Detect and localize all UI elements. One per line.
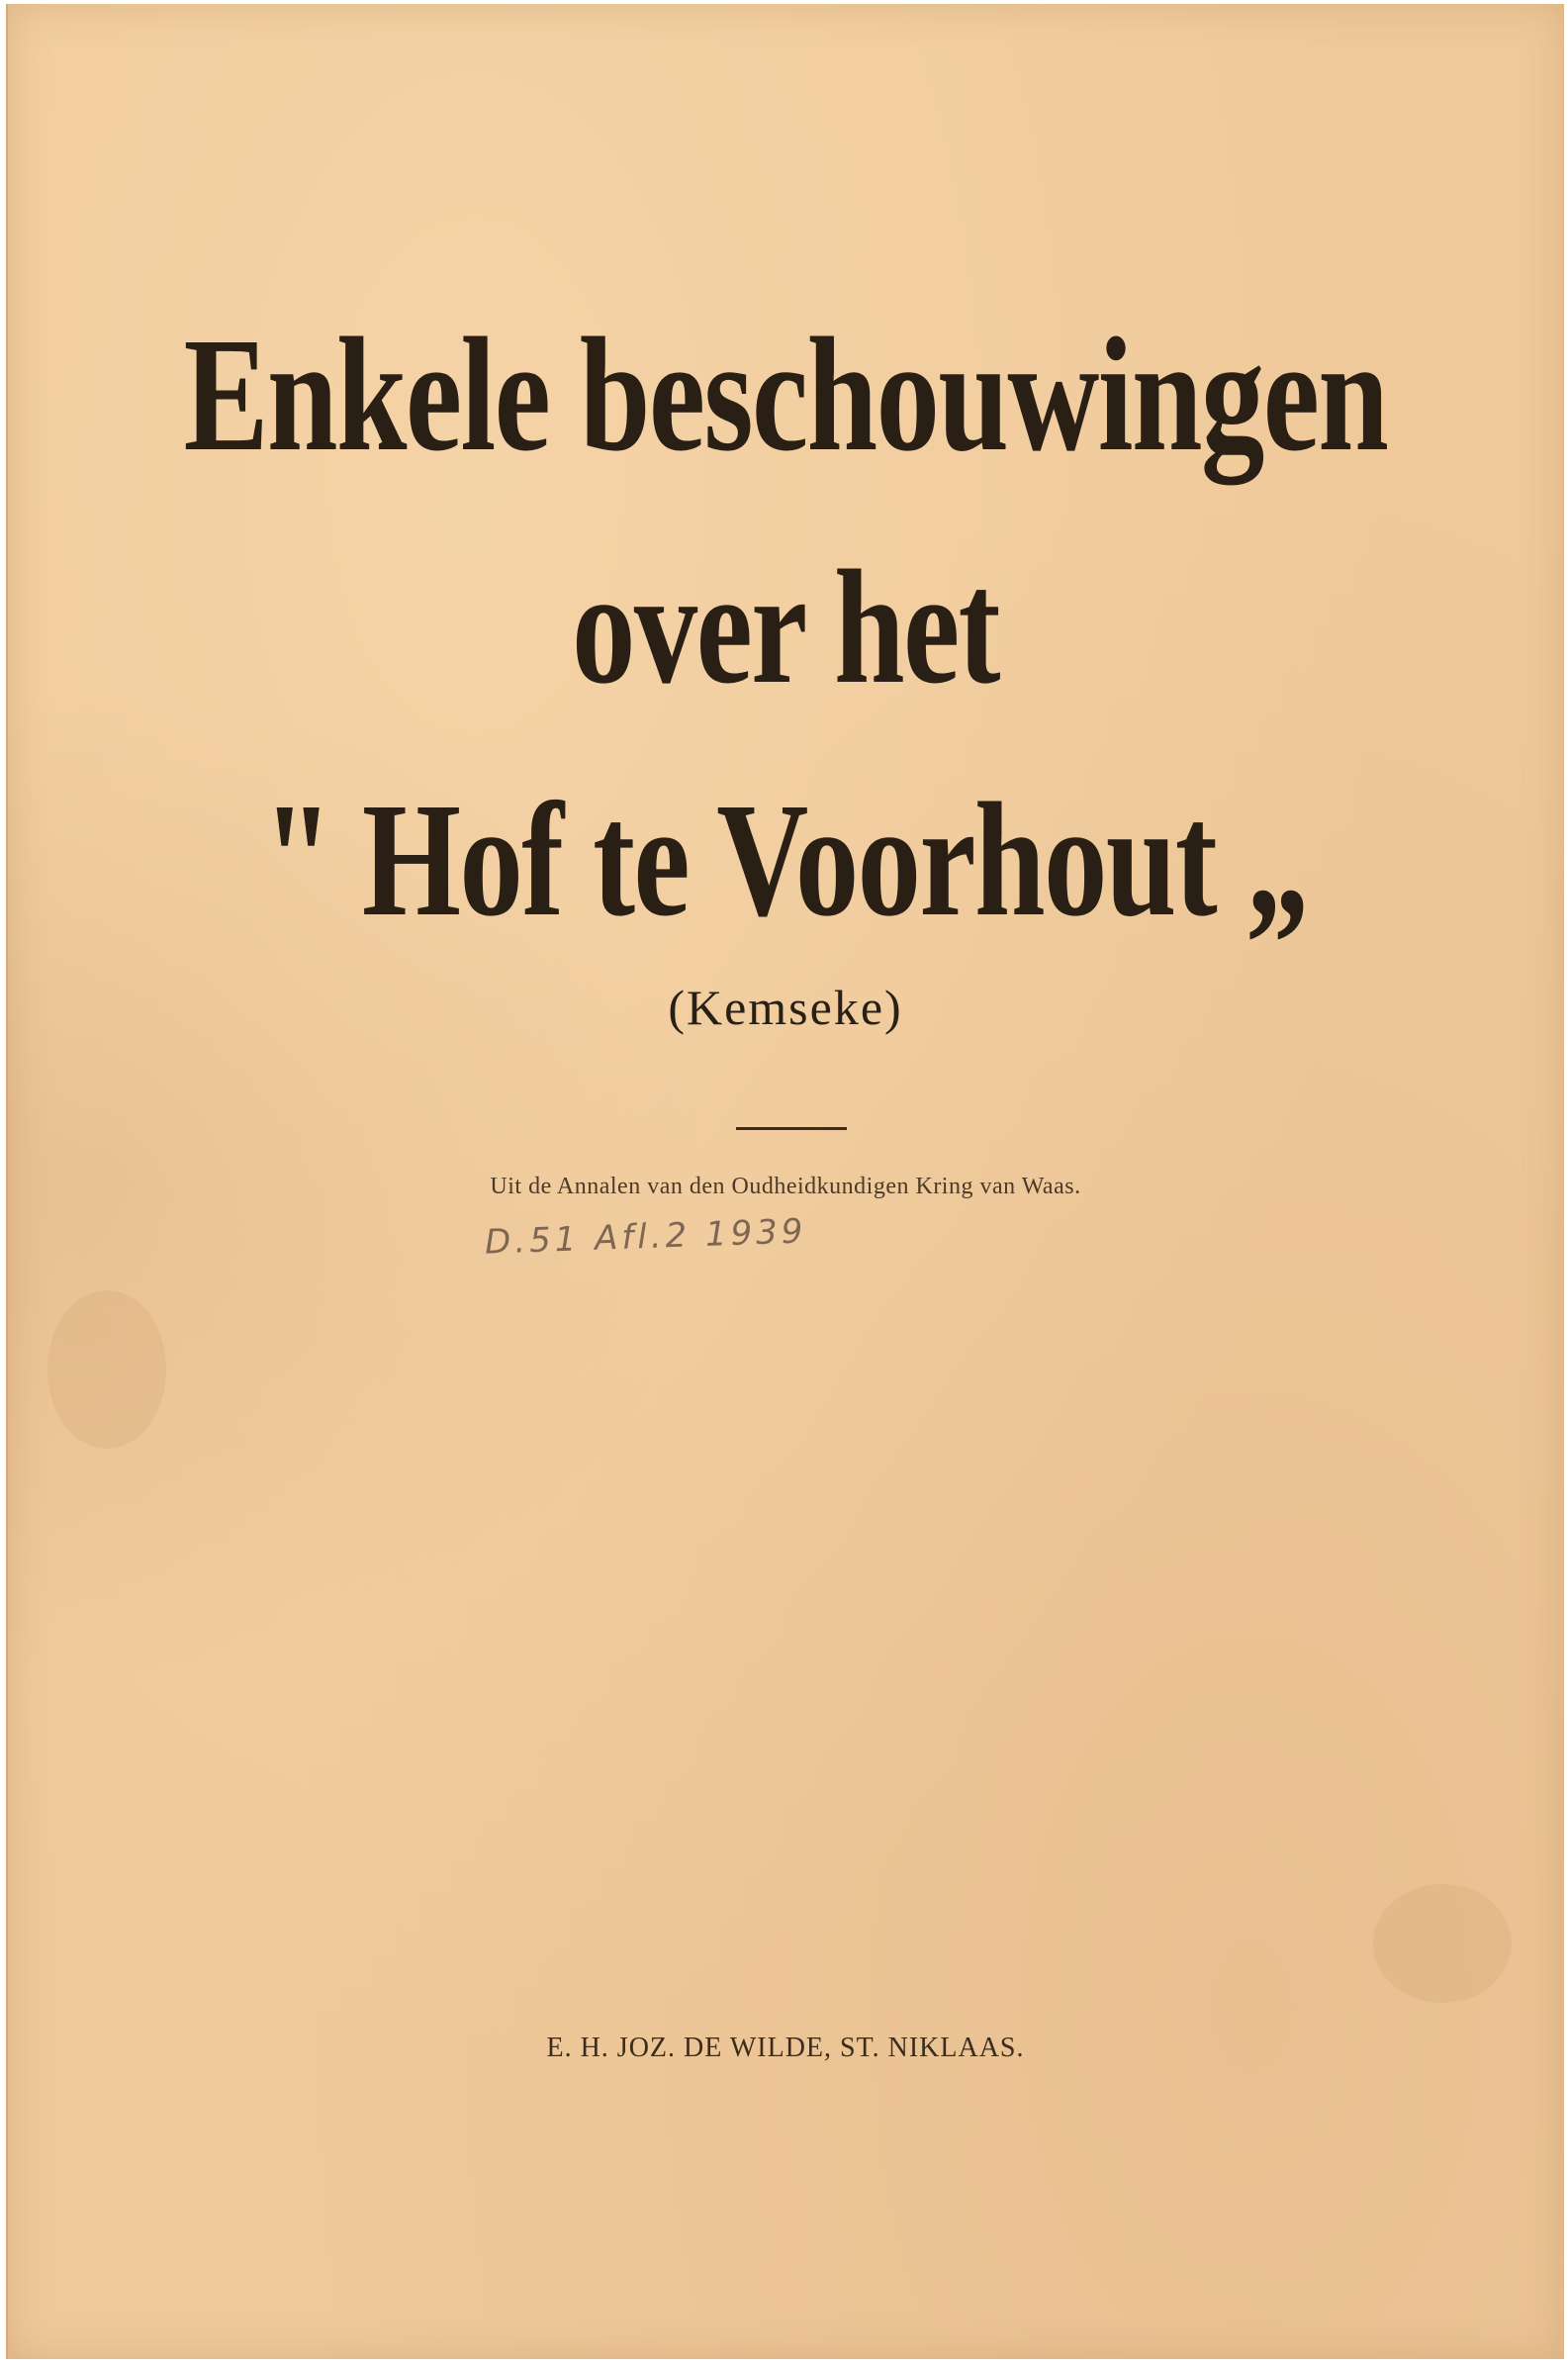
booklet-cover (6, 4, 1564, 2359)
handwritten-annotation: D.51 Afl.2 1939 (484, 1211, 808, 1263)
title-line-2: over het (572, 536, 999, 717)
title-line-3: " Hof te Voorhout „ (262, 769, 1309, 950)
paper-stain (47, 1290, 166, 1449)
divider-rule (736, 1127, 847, 1130)
paper-stain (1373, 1884, 1512, 2003)
subtitle: (Kemseke) (668, 980, 903, 1035)
source-note: Uit de Annalen van den Oudheidkundigen Kring van Waas. (490, 1174, 1081, 1199)
title-line-1: Enkele beschouwingen (183, 304, 1388, 485)
publisher-imprint: E. H. JOZ. DE WILDE, ST. NIKLAAS. (546, 2033, 1025, 2063)
